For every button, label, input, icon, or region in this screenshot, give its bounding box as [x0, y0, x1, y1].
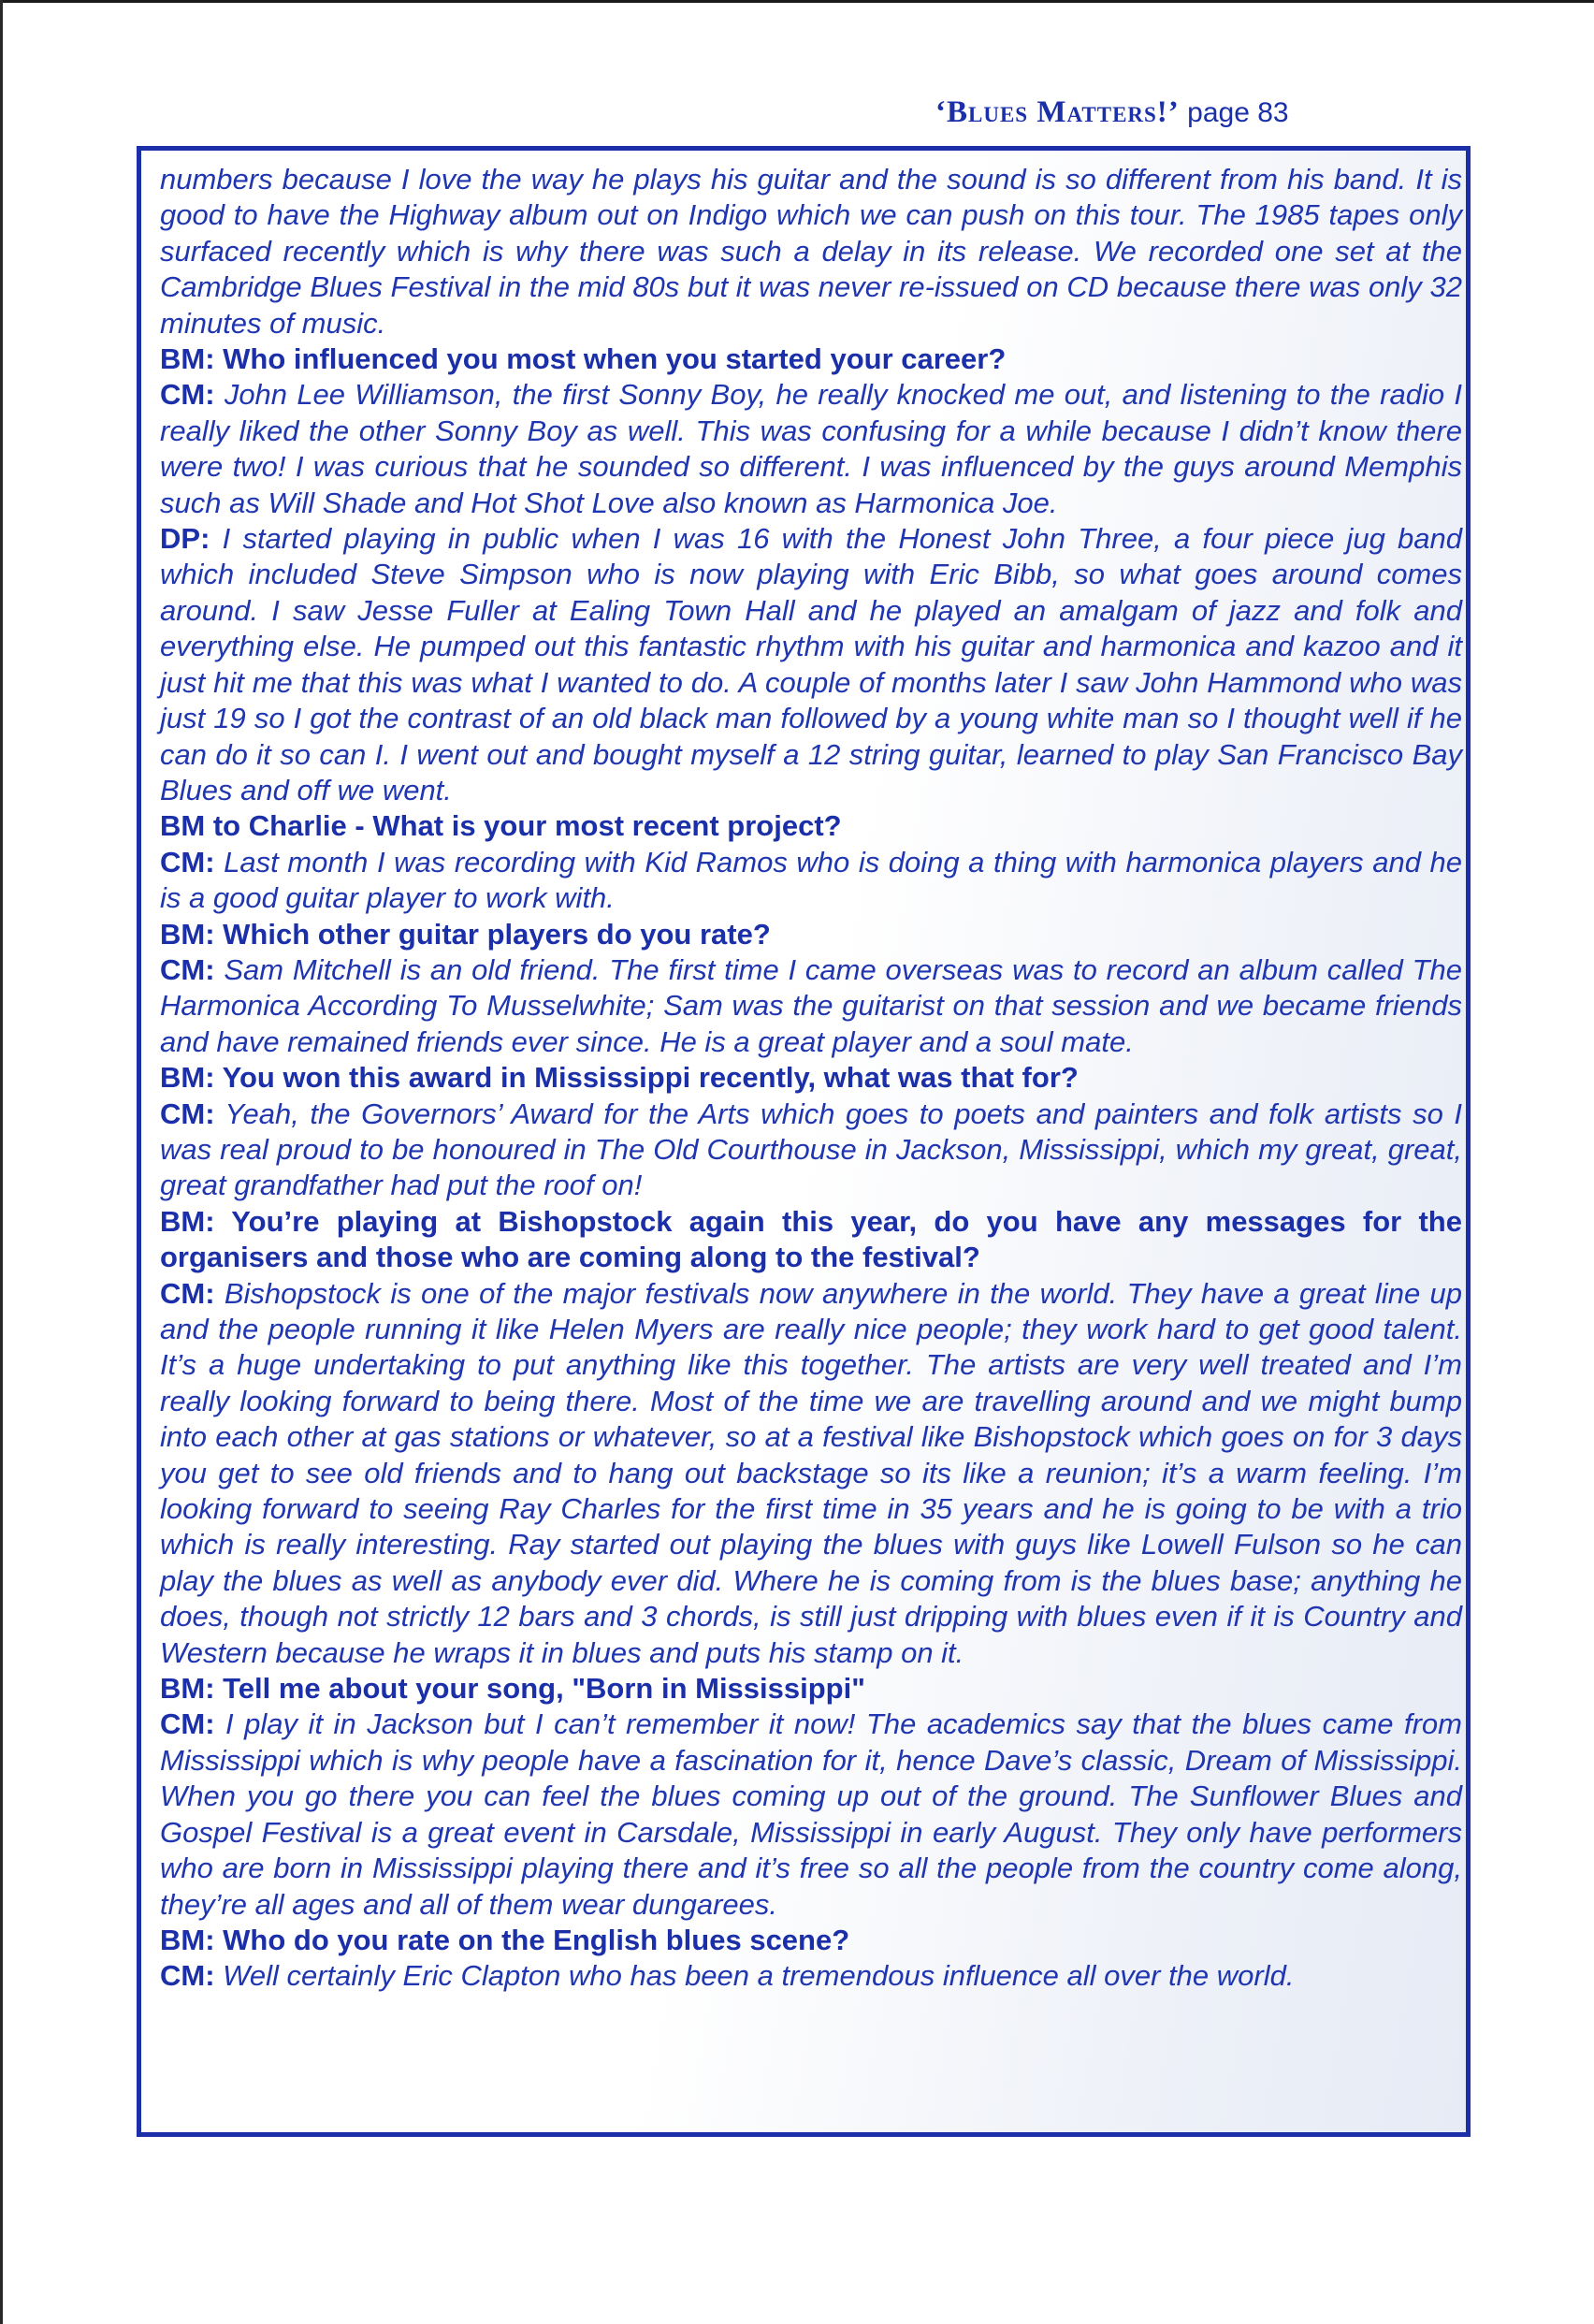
answer-text: Yeah, the Governors’ Award for the Arts which goes to poets and painters and folk artists so I was real proud to be honoured in The Old Courthouse in Jackson, Mississippi, which my great, great, great grandfather had put the roof on!: [160, 1097, 1462, 1202]
speaker-label: CM:: [160, 1097, 215, 1130]
answer-text: Sam Mitchell is an old friend. The first time I came overseas was to record an album called The Harmonica According To Musselwhite; Sam was the guitarist on that session and we became friends and have remained friends ever since. He is a great player and a soul mate.: [160, 952, 1462, 1058]
answer-6: [160, 1276, 1462, 1671]
answer-2: [160, 521, 1462, 808]
answer-text: Well certainly Eric Clapton who has been a tremendous influence all over the world.: [214, 1959, 1295, 1993]
question-6: BM: Tell me about your song, "Born in Mississippi": [160, 1672, 865, 1706]
interview-text: [160, 162, 1462, 1995]
speaker-label: CM:: [160, 952, 215, 986]
question-3: BM: Which other guitar players do you rate?: [160, 917, 771, 951]
article-frame: [137, 146, 1471, 2137]
question-7: BM: Who do you rate on the English blues scene?: [160, 1923, 850, 1956]
page-header: [935, 95, 1347, 130]
page-number: page 83: [1187, 97, 1289, 128]
page-top-edge: [0, 0, 1594, 3]
magazine-title: ‘Blues Matters!’: [935, 95, 1180, 129]
intro-paragraph: numbers because I love the way he plays his guitar and the sound is so different from his band. It is good to have the Highway album out on Indigo which we can push on this tour. The 1985 tapes only surfaced recently which is why there was such a delay in its release. We recorded one set at the Cambridge Blues Festival in the mid 80s but it was never re-issued on CD because there was only 32 minutes of music.: [160, 163, 1462, 340]
speaker-label: CM:: [160, 378, 215, 412]
question-2: BM to Charlie - What is your most recent project?: [160, 809, 842, 843]
speaker-label: CM:: [160, 1959, 215, 1993]
answer-4: [160, 952, 1462, 1060]
page-left-edge: [0, 0, 3, 2324]
answer-text: John Lee Williamson, the first Sonny Boy, he really knocked me out, and listening to the radio I really liked the other Sonny Boy as well. This was confusing for a while because I didn’t know there were two! I was curious that he sounded so different. I was influenced by the guys around Memphis such as Will Shade and Hot Shot Love also known as Harmonica Joe.: [160, 378, 1462, 519]
speaker-label: DP:: [160, 522, 210, 556]
question-5: BM: You’re playing at Bishopstock again this year, do you have any messages for the organisers and those who are coming along to the festival?: [160, 1204, 1462, 1274]
answer-text: I started playing in public when I was 16 with the Honest John Three, a four piece jug band which included Steve Simpson who is now playing with Eric Bibb, so what goes around comes around. I saw Jesse Fuller at Ealing Town Hall and he played an amalgam of jazz and folk and everything else. He pumped out this fantastic rhythm with his guitar and harmonica and kazoo and it just hit me that this was what I wanted to do. A couple of months later I saw John Hammond who was just 19 so I got the contrast of an old black man followed by a young white man so I thought well if he can do it so can I. I went out and bought myself a 12 string guitar, learned to play San Francisco Bay Blues and off we went.: [160, 522, 1462, 806]
answer-1: [160, 377, 1462, 521]
answer-5: [160, 1097, 1462, 1204]
speaker-label: CM:: [160, 845, 215, 879]
answer-8: [160, 1958, 1462, 1994]
answer-7: [160, 1707, 1462, 1922]
question-1: BM: Who influenced you most when you started your career?: [160, 342, 1007, 376]
answer-text: Bishopstock is one of the major festivals now anywhere in the world. They have a great line up and the people running it like Helen Myers are really nice people; they work hard to get good talent. It’s a huge undertaking to put anything like this together. The artists are very well treated and I’m really looking forward to being there. Most of the time we are travelling around and we might bump into each other at gas stations or whatever, so at a festival like Bishopstock which goes on for 3 days you get to see old friends and to hang out backstage so its like a reunion; it’s a warm feeling. I’m looking forward to seeing Ray Charles for the first time in 35 years and he is going to be with a trio which is really interesting. Ray started out playing the blues with guys like Lowell Fulson so he can play the blues as well as anybody ever did. Where he is coming from is the blues base; anything he does, though not strictly 12 bars and 3 chords, is still just dripping with blues even if it is Country and Western because he wraps it in blues and puts his stamp on it.: [160, 1276, 1462, 1669]
answer-text: I play it in Jackson but I can’t remember it now! The academics say that the blues came from Mississippi which is why people have a fascination for it, hence Dave’s classic, Dream of Mississippi. When you go there you can feel the blues coming up out of the ground. The Sunflower Blues and Gospel Festival is a great event in Carsdale, Mississippi in early August. They only have performers who are born in Mississippi playing there and it’s free so all the people from the country come along, they’re all ages and all of them wear dungarees.: [160, 1707, 1462, 1921]
question-4: BM: You won this award in Mississippi recently, what was that for?: [160, 1061, 1079, 1095]
answer-text: Last month I was recording with Kid Ramos who is doing a thing with harmonica players and he is a good guitar player to work with.: [160, 845, 1462, 915]
speaker-label: CM:: [160, 1276, 215, 1310]
speaker-label: CM:: [160, 1707, 215, 1741]
answer-3: [160, 845, 1462, 917]
